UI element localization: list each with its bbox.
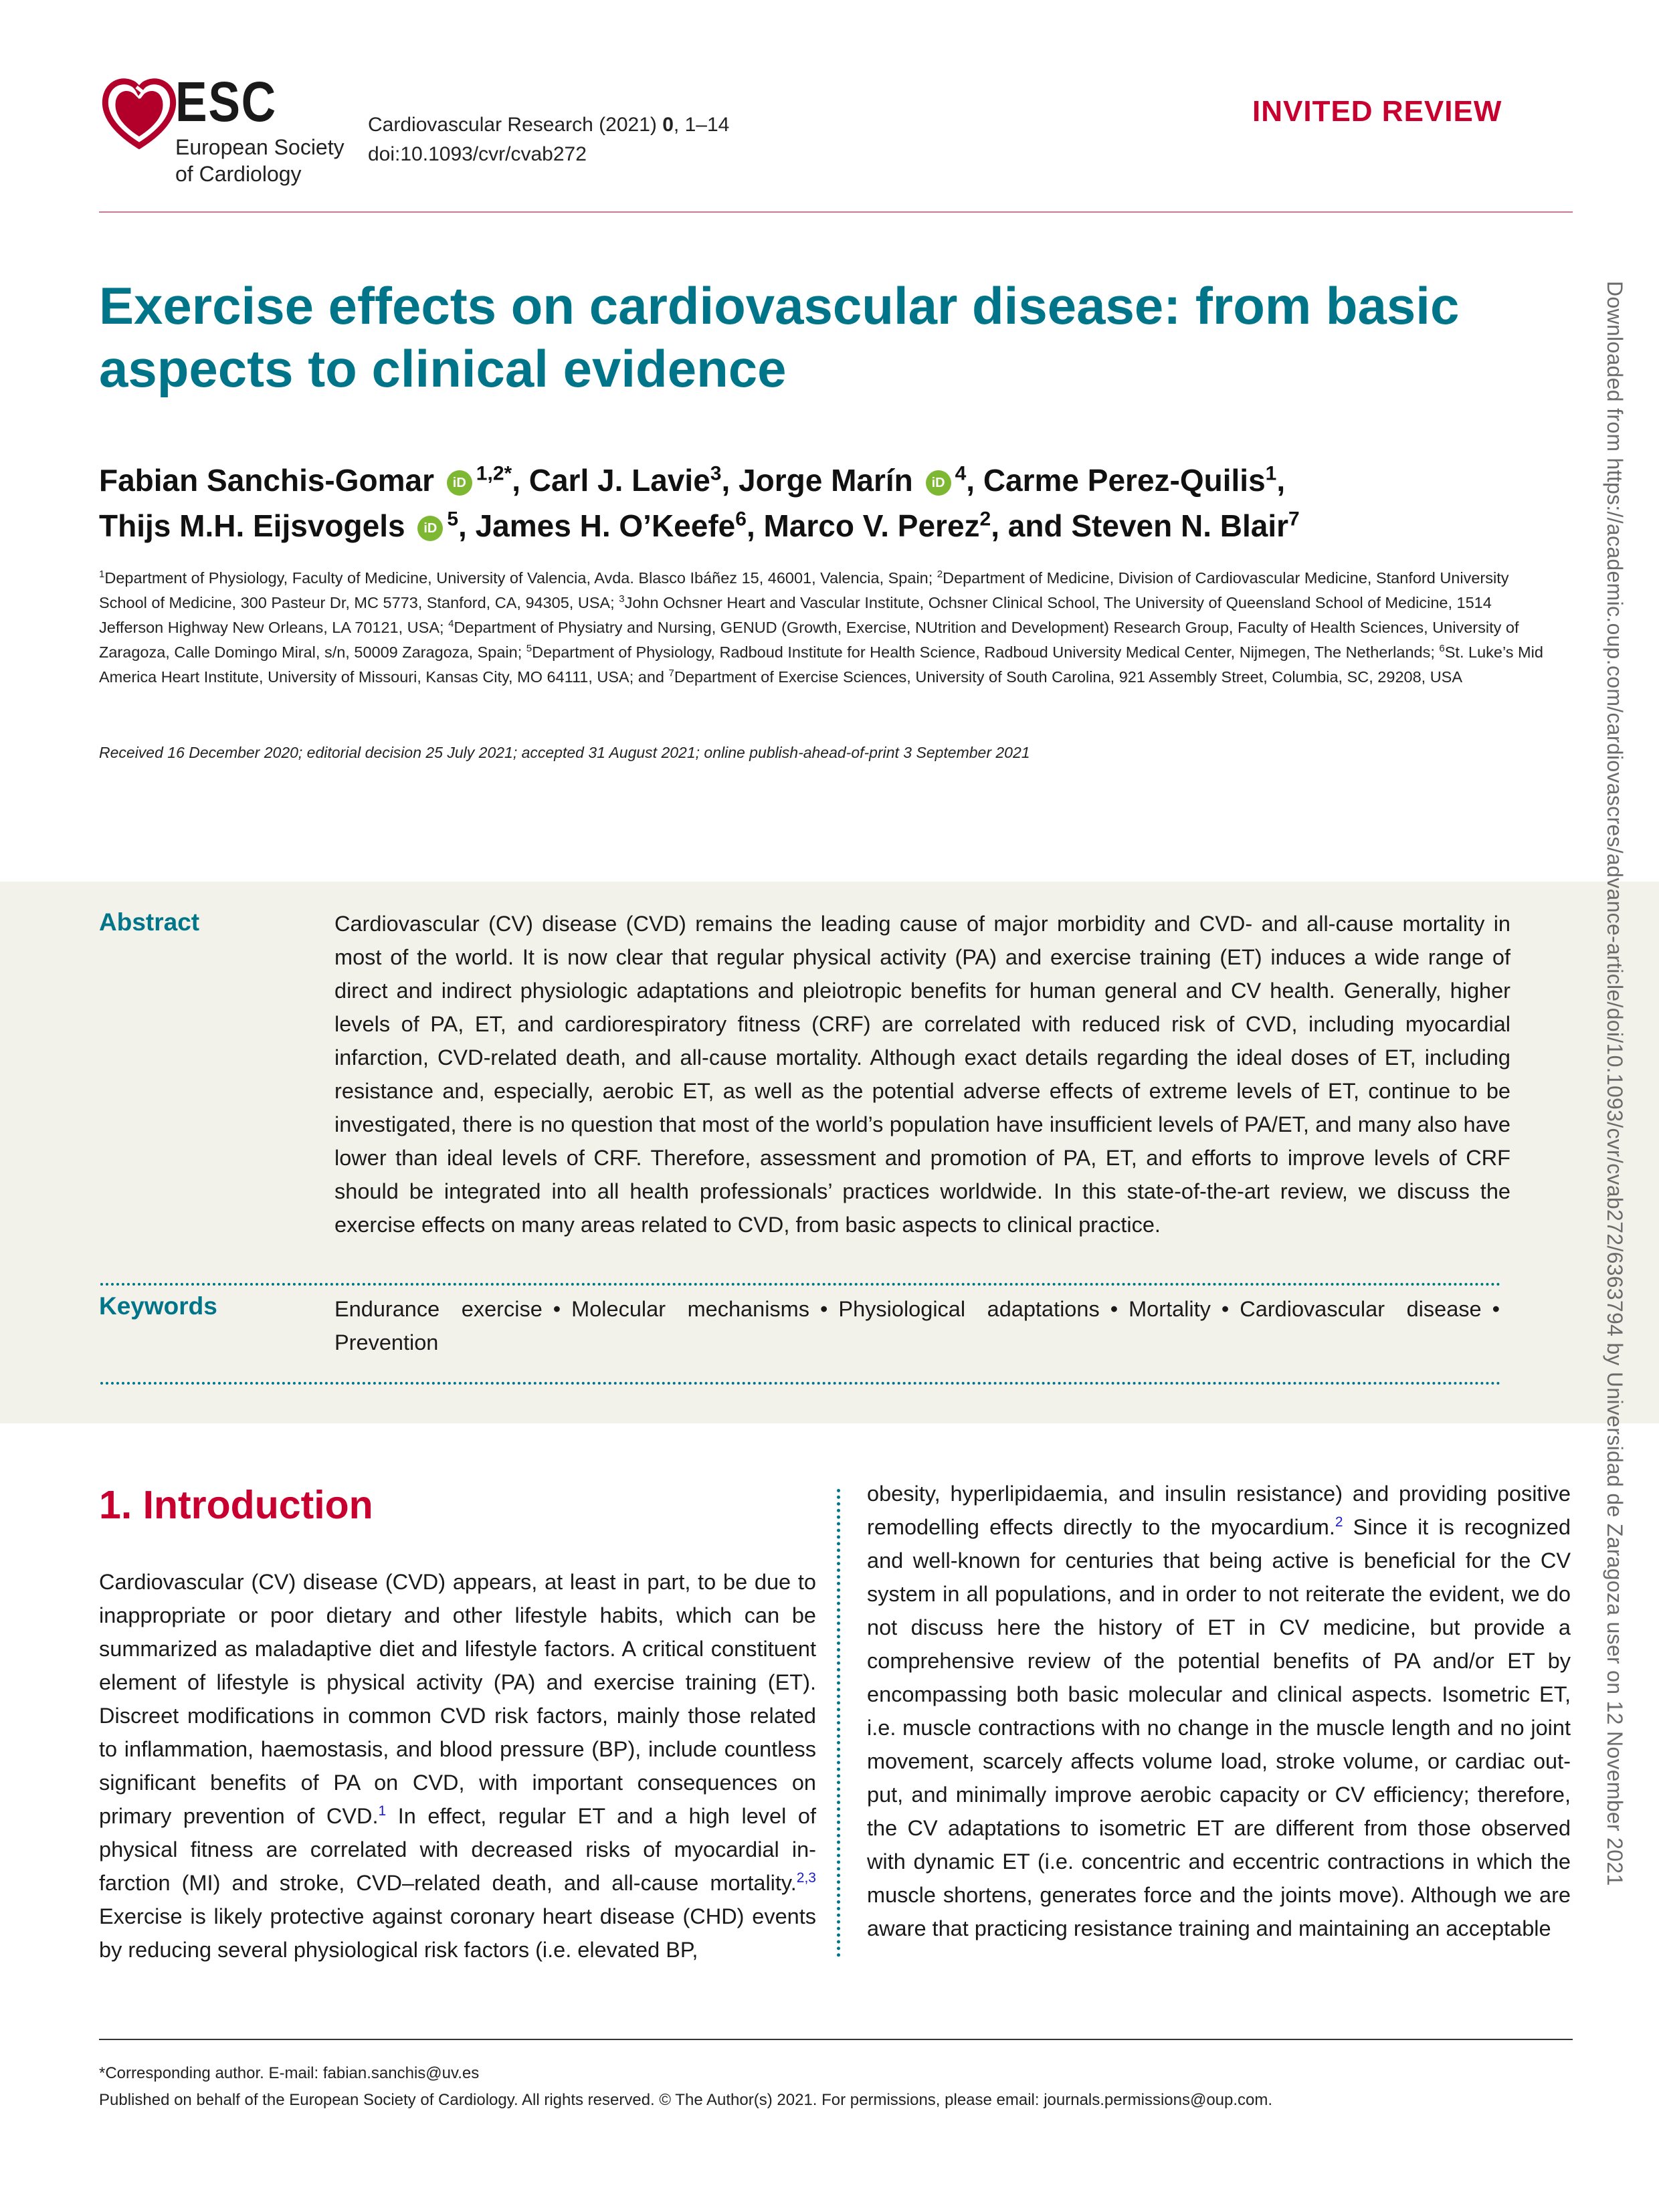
author-name[interactable]: Carl J. Lavie bbox=[528, 463, 710, 498]
affiliation-number: 5 bbox=[526, 643, 532, 655]
author-affiliation-number: 1 bbox=[1265, 462, 1277, 485]
article-title: Exercise effects on cardiovascular disease: from basic aspects to clinical evidence bbox=[99, 276, 1460, 398]
author-name[interactable]: Marco V. Perez bbox=[763, 508, 980, 543]
keyword[interactable]: Endurance exercise bbox=[334, 1297, 543, 1321]
section-heading-introduction: 1. Introduction bbox=[99, 1483, 373, 1527]
affiliations bbox=[99, 566, 1557, 690]
affiliation-number: 4 bbox=[448, 618, 454, 630]
author-name[interactable]: Carme Perez-Quilis bbox=[983, 463, 1266, 498]
abstract-text: Cardiovascular (CV) disease (CVD) remains the leading cause of major morbidity and CVD- and all-cause mortality in most of the world. It is now clear that regular physical activity (PA) and exercise training (ET) induces a wide range of direct and indirect physiologic adaptations and pleiotropic benefits for human general and CV health. Generally, higher levels of PA, ET, and cardiorespiratory fitness (CRF) are correlated with reduced risk of CVD, including myocardial infarction, CVD-related death, and all-cause mortality. Although exact details regarding the ideal doses of ET, including resistance and, especially, aerobic ET, as well as the potential adverse effects of extreme levels of ET, continue to be investigated, there is no question that most of the world’s population have insufficient levels of PA/ET, and many also have lower than ideal levels of CRF. Therefore, assessment and promotion of PA, ET, and efforts to improve levels of CRF should be integrated into all health professionals’ practices worldwide. In this state-of-the-art review, we discuss the exercise effects on many areas related to CVD, from basic aspects to clinical practice. bbox=[334, 912, 1510, 1237]
journal-volume: 0 bbox=[662, 114, 674, 136]
author bbox=[739, 463, 966, 498]
author bbox=[476, 508, 747, 543]
publication-dates: Received 16 December 2020; editorial decision 25 July 2021; accepted 31 August 2021; online publish-ahead-of-print 3 September 2021 bbox=[99, 744, 1030, 761]
orcid-icon[interactable]: iD bbox=[447, 470, 472, 496]
keyword-separator: • bbox=[1110, 1297, 1118, 1321]
author bbox=[529, 463, 722, 498]
author-name[interactable]: Fabian Sanchis-Gomar bbox=[99, 463, 435, 498]
abstract-heading: Abstract bbox=[99, 908, 200, 936]
orcid-icon[interactable]: iD bbox=[926, 470, 951, 496]
affiliation-number: 6 bbox=[1439, 643, 1445, 655]
author bbox=[99, 508, 458, 543]
author-affiliation-number: 7 bbox=[1288, 508, 1300, 530]
author bbox=[764, 508, 991, 543]
download-watermark bbox=[1597, 281, 1631, 2060]
society-line-1: European Society bbox=[175, 135, 345, 159]
keyword[interactable]: Prevention bbox=[334, 1330, 439, 1354]
doi[interactable]: doi:10.1093/cvr/cvab272 bbox=[368, 143, 587, 165]
journal-name: Cardiovascular Research (2021) bbox=[368, 114, 657, 136]
author-affiliation-number: 4 bbox=[955, 462, 967, 485]
journal-line bbox=[368, 110, 729, 140]
author-affiliation-number: 6 bbox=[735, 508, 747, 530]
journal-pages: , 1–14 bbox=[673, 114, 730, 136]
body-text: Exercise is likely protective against coronary heart disease (CHD) events by reducing several physiological risk factors (i.e. elevated BP, bbox=[99, 1904, 816, 1962]
citation-link[interactable]: 2,3 bbox=[796, 1870, 816, 1886]
body-column-left bbox=[99, 1565, 816, 1967]
affiliation-text: Department of Physiatry and Nursing, GENUD (Growth, Exercise, NUtrition and Development) Research Group, Faculty of Health Sciences, University of Zaragoza, Calle Domingo Miral, s/n, 50009 Zaragoza, Spain; bbox=[99, 619, 1519, 661]
download-notice: Downloaded from https://academic.oup.com/cardiovascres/advance-article/doi/10.1093/cvr/cvab272/6363794 by Universidad de Zaragoza user on 12 November 2021 bbox=[1603, 281, 1627, 1886]
heart-logo-icon bbox=[99, 72, 179, 153]
keywords-list bbox=[334, 1292, 1510, 1359]
body-text: In effect, regular ET and a high level of physical fitness are correlated with decreased risks of myocardial infarction (MI) and stroke, CVD–related death, and all-cause mortality. bbox=[99, 1804, 816, 1895]
copyright-notice: Published on behalf of the European Society of Cardiology. All rights reserved. © The Author(s) 2021. For permissions, please email: journals.permissions@oup.com. bbox=[99, 2091, 1273, 2109]
affiliation-number: 7 bbox=[668, 668, 674, 680]
society-line-2: of Cardiology bbox=[175, 162, 302, 186]
body-column-right bbox=[867, 1477, 1571, 1945]
keyword-separator: • bbox=[553, 1297, 561, 1321]
corresponding-author-note: *Corresponding author. E-mail: fabian.sanchis@uv.es bbox=[99, 2064, 480, 2082]
author-name[interactable]: Jorge Marín bbox=[739, 463, 913, 498]
journal-citation bbox=[368, 110, 729, 169]
body-text: Since it is recognized and well-known for centuries that being active is beneficial for the CV system in all populations, and in order to not reiterate the evident, we do not discuss here the history of ET in CV medicine, but provide a comprehensive review of the potential benefits of PA and/or ET by encompassing both basic molecular and clinical aspects. Isometric ET, i.e. muscle contractions with no change in the muscle length and no joint movement, scarcely affects volume load, stroke volume, or cardiac output, and minimally improve aerobic capacity or CV efficiency; therefore, the CV adaptations to isometric ET are different from those observed with dynamic ET (i.e. concentric and eccentric contractions in which the muscle shortens, generates force and the joints move). Although we are aware that practicing resistance training and maintaining an acceptable bbox=[867, 1515, 1571, 1940]
affiliation-number: 3 bbox=[619, 593, 625, 605]
author-name[interactable]: and Steven N. Blair bbox=[1007, 508, 1289, 543]
keyword[interactable]: Physiological adaptations bbox=[838, 1297, 1100, 1321]
affiliation-text: Department of Physiology, Radboud Institute for Health Science, Radboud University Medical Center, Nijmegen, The Netherlands; bbox=[532, 643, 1440, 661]
author bbox=[1008, 508, 1300, 543]
affiliation-text: Department of Exercise Sciences, University of South Carolina, 921 Assembly Street, Columbia, SC, 29208, USA bbox=[674, 668, 1463, 686]
author-list: Fabian Sanchis-Gomar iD $^{1,2*}$, Carl J. Lavie$^3$, Jorge Marín iD $^4$, Carme Perez-Quilis$^1$, Thijs M.H. Eijsvogels iD $^5$, James H. O’Keefe$^6$, Marco V. Perez$^2$, and Steven N. Blair$^7$ bbox=[99, 462, 1300, 543]
header-divider bbox=[99, 211, 1573, 213]
author-name[interactable]: Thijs M.H. Eijsvogels bbox=[99, 508, 405, 543]
keyword-separator: • bbox=[820, 1297, 828, 1321]
orcid-icon[interactable]: iD bbox=[417, 516, 443, 541]
affiliation-text: John Ochsner Heart and Vascular Institute, Ochsner Clinical School, The University of Queensland School of Medicine, 1514 Jefferson Highway New Orleans, LA 70121, USA; bbox=[99, 594, 1492, 636]
affiliation-text: Department of Medicine, Division of Cardiovascular Medicine, Stanford University School of Medicine, 300 Pasteur Dr, MC 5773, Stanford, CA, 94305, USA; bbox=[99, 569, 1509, 611]
footnotes bbox=[99, 2060, 1272, 2114]
article-type-label: INVITED REVIEW bbox=[1252, 95, 1502, 128]
affiliation-text: Department of Physiology, Faculty of Medicine, University of Valencia, Avda. Blasco Ibáñez 15, 46001, Valencia, Spain; bbox=[104, 569, 937, 587]
keyword[interactable]: Molecular mechanisms bbox=[571, 1297, 810, 1321]
affiliation-text: St. Luke’s Mid America Heart Institute, University of Missouri, Kansas City, MO 64111, USA; and bbox=[99, 643, 1543, 686]
citation-link[interactable]: 2 bbox=[1335, 1514, 1343, 1530]
author-affiliation-number: 3 bbox=[710, 462, 722, 485]
column-divider bbox=[837, 1489, 840, 1957]
keyword-separator: • bbox=[1221, 1297, 1230, 1321]
esc-logo-text: ESC bbox=[175, 70, 277, 133]
author-affiliation-number: 2 bbox=[979, 508, 991, 530]
author bbox=[99, 463, 512, 498]
author bbox=[983, 463, 1277, 498]
esc-heart-logo bbox=[99, 72, 179, 153]
body-text: obesity, hyperlipidaemia, and insulin resistance) and providing positive remodelling effects directly to the myocardium. bbox=[867, 1482, 1571, 1539]
society-name bbox=[175, 134, 345, 187]
author-affiliation-number: 5 bbox=[447, 508, 459, 530]
body-text: Cardiovascular (CV) disease (CVD) appears, at least in part, to be due to inappropriate or poor dietary and other lifestyle habits, which can be summarized as maladaptive diet and lifestyle factors. A critical constituent element of lifestyle is physical activity (PA) and exercise training (ET). Discreet modifications in common CVD risk factors, mainly those related to inflammation, haemostasis, and blood pressure (BP), include countless significant benefits of PA on CVD, with important consequences on primary prevention of CVD. bbox=[99, 1570, 816, 1828]
affiliation-number: 1 bbox=[99, 569, 105, 581]
keyword[interactable]: Mortality bbox=[1129, 1297, 1211, 1321]
citation-link[interactable]: 1 bbox=[378, 1803, 387, 1819]
affiliation-number: 2 bbox=[937, 569, 943, 581]
author-affiliation-number: 1,2* bbox=[476, 462, 512, 485]
footer-divider bbox=[99, 2039, 1573, 2040]
keyword-separator: • bbox=[1492, 1297, 1500, 1321]
dotted-divider bbox=[100, 1382, 1501, 1385]
author-name[interactable]: James H. O’Keefe bbox=[475, 508, 736, 543]
keywords-heading: Keywords bbox=[99, 1292, 217, 1320]
keyword[interactable]: Cardiovascular disease bbox=[1240, 1297, 1482, 1321]
dotted-divider bbox=[100, 1283, 1501, 1286]
